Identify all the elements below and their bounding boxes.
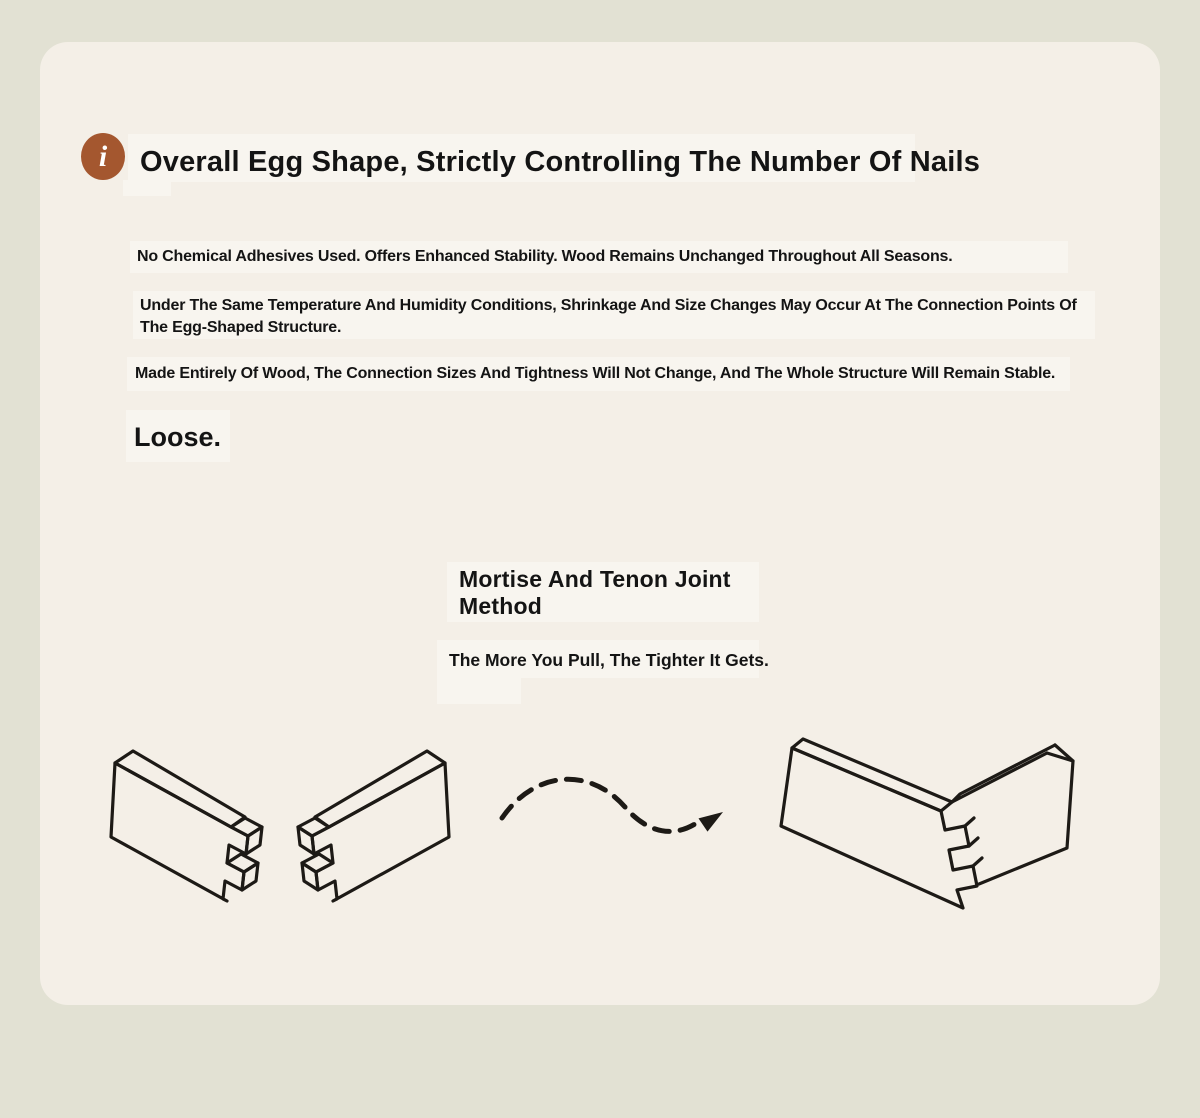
info-icon: i — [81, 133, 125, 180]
loose-label: Loose. — [134, 422, 222, 452]
right-board-front-face — [312, 763, 449, 901]
board-top-front-edge — [952, 753, 1047, 802]
right-tail1-side — [298, 827, 314, 854]
dovetail-assembled-illustration — [760, 718, 1100, 938]
pin3-edge — [973, 858, 982, 866]
section-heading: Mortise And Tenon Joint Method — [459, 566, 731, 619]
page-title: Overall Egg Shape, Strictly Controlling The Number Of Nails — [140, 146, 981, 178]
left-board-top-face — [115, 751, 245, 827]
left-tail1-side — [246, 827, 262, 854]
left-board-front-face — [111, 763, 248, 901]
dovetail-separated-illustration — [90, 728, 470, 928]
paragraph-temperature: Under The Same Temperature And Humidity Conditions, Shrinkage And Size Changes May Occur At The Connection Points Of The Egg-Shaped Structure. — [140, 297, 1077, 336]
right-tail1-top — [298, 818, 329, 836]
paragraph-adhesives: No Chemical Adhesives Used. Offers Enhanced Stability. Wood Remains Unchanged Throughout All Seasons. — [137, 248, 953, 265]
left-tail2-top — [227, 854, 258, 872]
right-tail2-top — [302, 854, 333, 872]
left-tail2-side — [242, 863, 258, 890]
content-card — [40, 42, 1160, 1005]
dashed-arrow-icon — [490, 762, 740, 857]
paragraph-wood: Made Entirely Of Wood, The Connection Sizes And Tightness Will Not Change, And The Whole Structure Will Remain Stable. — [135, 365, 1056, 382]
arrow-curve — [502, 779, 698, 831]
tagline-artifact-box — [437, 678, 521, 704]
slab-top-face — [792, 739, 952, 811]
arrow-head — [699, 812, 724, 832]
right-board-top-face — [315, 751, 445, 827]
section-tagline: The More You Pull, The Tighter It Gets. — [449, 650, 769, 670]
right-tail2-side — [302, 863, 318, 890]
left-tail1-top — [231, 818, 262, 836]
pin1-edge — [965, 818, 974, 826]
pin2-edge — [969, 838, 978, 846]
board-end-and-bottom-edge — [979, 745, 1073, 884]
